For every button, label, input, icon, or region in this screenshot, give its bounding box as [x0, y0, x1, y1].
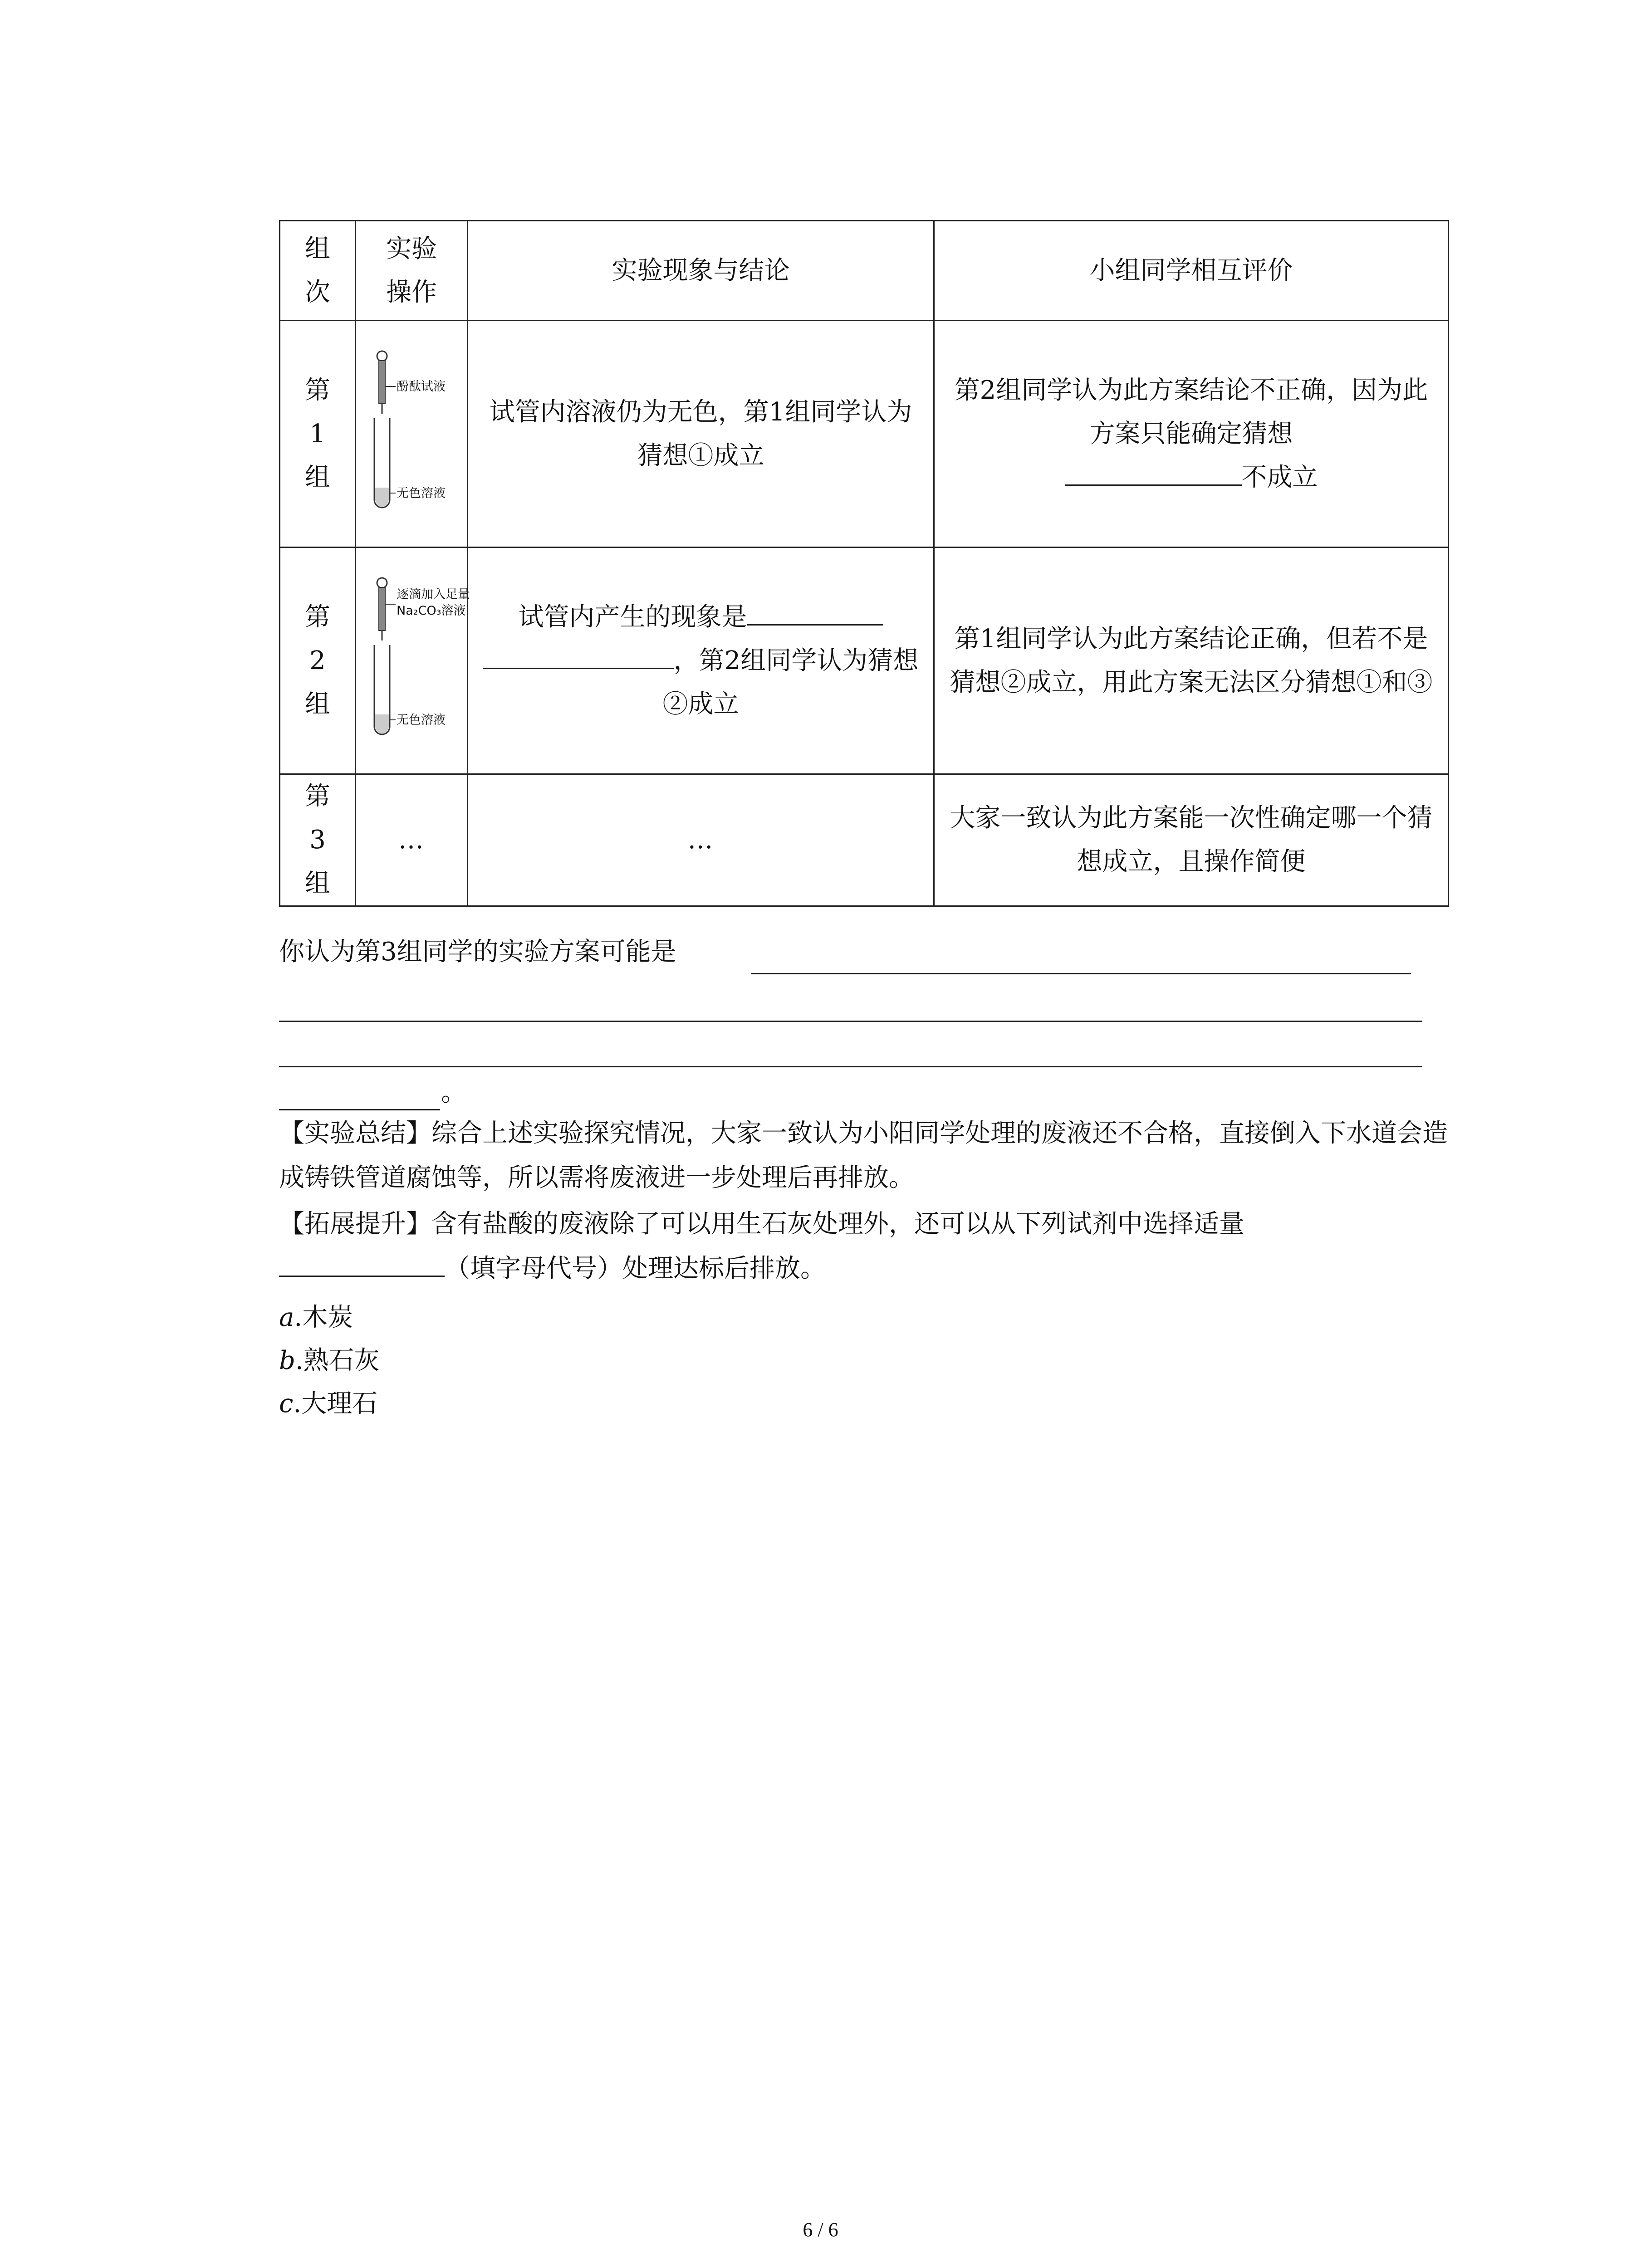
row2-label-sodium-carbonate: Na₂CO₃溶液 [396, 603, 465, 618]
option-b-text: .熟石灰 [295, 1346, 380, 1375]
row2-label-solution: 无色溶液 [396, 713, 446, 727]
test-tube-dropper-icon [363, 570, 470, 752]
extension-answer-blank[interactable] [279, 1250, 445, 1277]
question-label: 你认为第3组同学的实验方案可能是 [279, 937, 676, 967]
answer-line-4[interactable] [279, 1109, 440, 1110]
option-a [279, 1297, 353, 1334]
row2-result-tail: ，第2组同学认为猜想②成立 [662, 645, 919, 719]
page-number: 6 / 6 [803, 2219, 838, 2241]
row1-eval-tail: 不成立 [1241, 462, 1318, 492]
row1-label-solution: 无色溶液 [396, 486, 446, 500]
answer-line-2[interactable] [279, 1021, 1422, 1022]
question-text [279, 930, 1454, 974]
end-mark: 。 [441, 1078, 466, 1107]
row3-operation: … [356, 774, 468, 906]
option-a-text: .木炭 [294, 1303, 353, 1332]
table-row [280, 774, 1449, 906]
row2-answer-blank-2[interactable] [483, 642, 674, 669]
experiment-table [279, 220, 1449, 907]
header-evaluation: 小组同学相互评价 [934, 221, 1449, 321]
row1-result: 试管内溶液仍为无色，第1组同学认为猜想①成立 [468, 321, 934, 547]
row1-evaluation [934, 321, 1449, 547]
row2-result [468, 547, 934, 774]
row1-group: 第1组 [280, 321, 356, 547]
extension-paragraph [279, 1202, 1454, 1291]
test-tube-dropper-icon [363, 343, 460, 525]
row1-answer-blank[interactable] [1065, 459, 1242, 486]
row1-eval-text: 第2组同学认为此方案结论不正确，因为此方案只能确定猜想 [954, 375, 1428, 449]
row2-operation [356, 547, 468, 774]
row2-group: 第2组 [280, 547, 356, 774]
row2-answer-blank-1[interactable] [747, 599, 883, 626]
option-b [279, 1340, 380, 1377]
extension-tail: （填字母代号）处理达标后排放。 [445, 1254, 826, 1283]
row3-result: … [468, 774, 934, 906]
header-operation: 实验操作 [356, 221, 468, 321]
answer-line-3[interactable] [279, 1066, 1422, 1067]
option-c [279, 1383, 377, 1420]
table-row [280, 321, 1449, 547]
option-c-letter: c [279, 1389, 294, 1418]
table-header-row [280, 221, 1449, 321]
header-group: 组次 [280, 221, 356, 321]
row2-evaluation: 第1组同学认为此方案结论正确，但若不是猜想②成立，用此方案无法区分猜想①和③ [934, 547, 1449, 774]
row2-result-text: 试管内产生的现象是 [518, 602, 747, 632]
header-result: 实验现象与结论 [468, 221, 934, 321]
row3-evaluation: 大家一致认为此方案能一次性确定哪一个猜想成立，且操作简便 [934, 774, 1449, 906]
row2-label-reagent: 逐滴加入足量 [396, 587, 470, 601]
summary-paragraph: 【实验总结】综合上述实验探究情况，大家一致认为小阳同学处理的废液还不合格，直接倒入下水道会造成铸铁管道腐蚀等，所以需将废液进一步处理后再排放。 [279, 1119, 1448, 1193]
row1-label-indicator: 酚酞试液 [396, 379, 446, 394]
extension-text: 【拓展提升】含有盐酸的废液除了可以用生石灰处理外，还可以从下列试剂中选择适量 [279, 1209, 1244, 1239]
table-row [280, 547, 1449, 774]
row3-group: 第3组 [280, 774, 356, 906]
option-a-letter: a [279, 1303, 294, 1332]
option-c-text: .大理石 [293, 1389, 378, 1418]
row1-operation [356, 321, 468, 547]
option-b-letter: b [279, 1346, 295, 1375]
answer-line-1[interactable] [751, 973, 1411, 974]
